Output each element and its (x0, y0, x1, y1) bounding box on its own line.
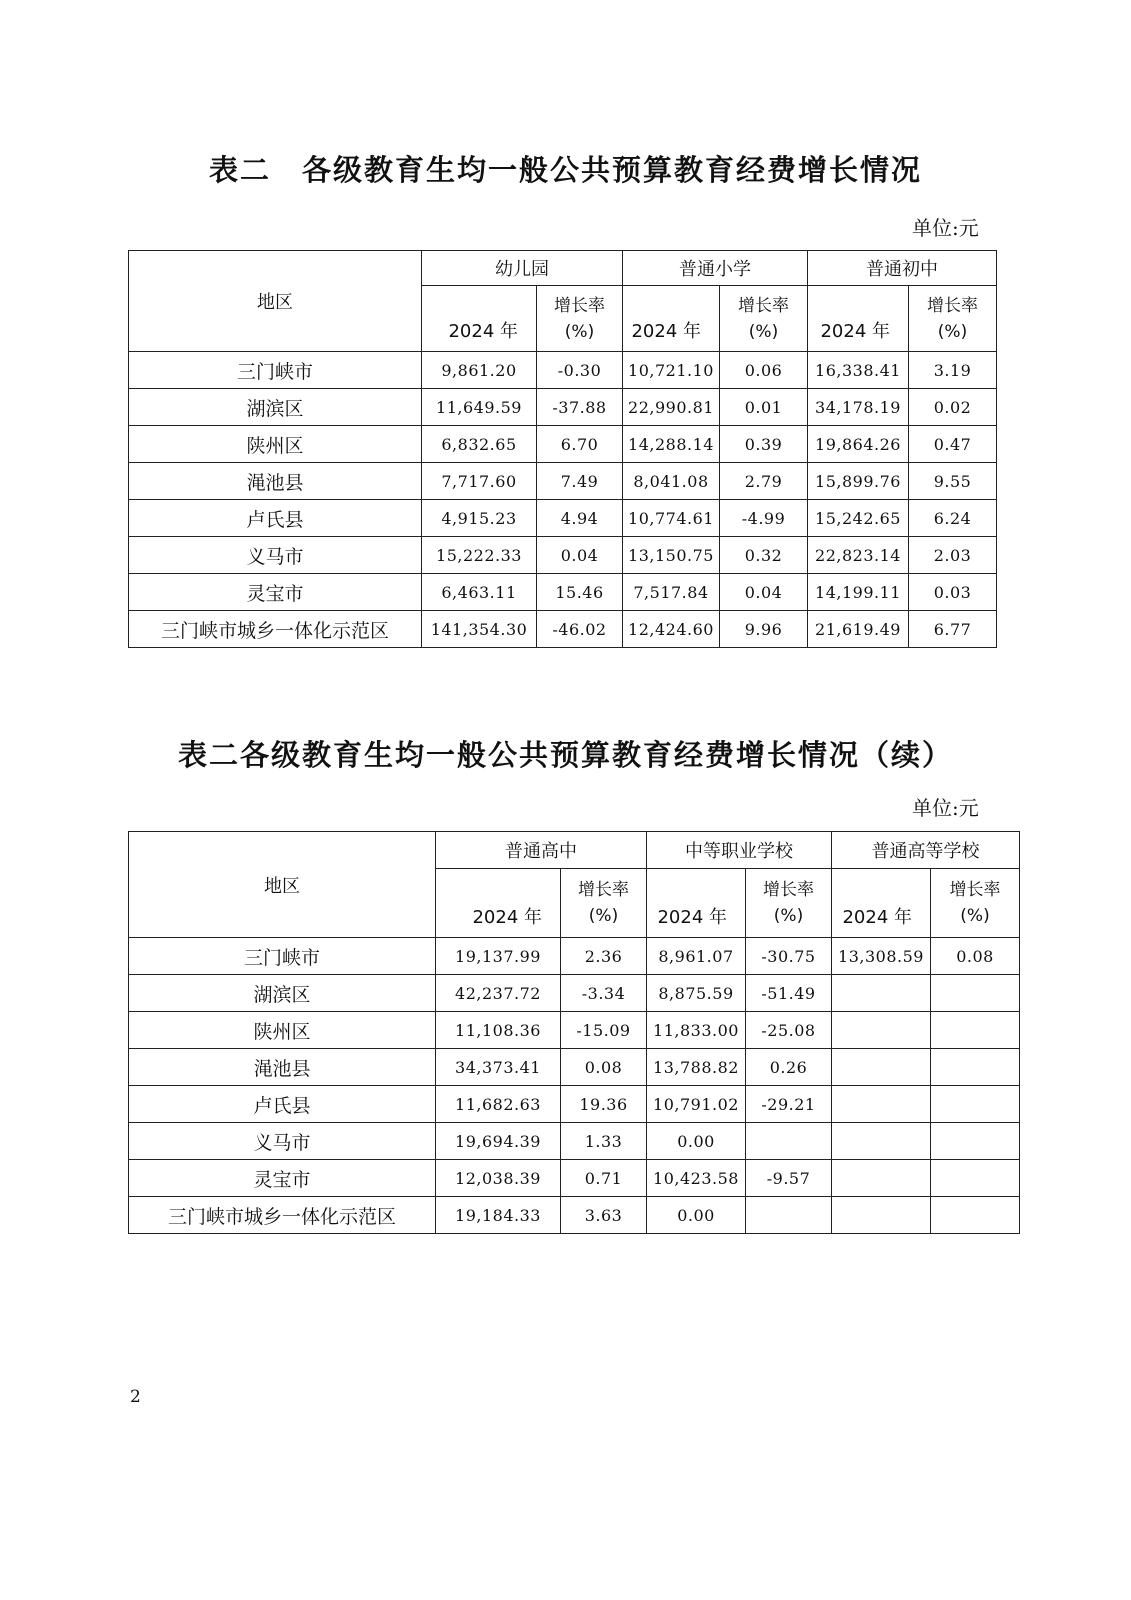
table1-title: 表二 各级教育生均一般公共预算教育经费增长情况 (208, 153, 922, 187)
table-row (129, 352, 997, 389)
rate-cell: -29.21 (746, 1086, 832, 1123)
value-cell (832, 1160, 931, 1197)
table-row (129, 938, 1020, 975)
rate-header: 增长率 (%) (909, 286, 997, 352)
value-cell: 34,178.19 (808, 389, 909, 426)
rate-cell (931, 1123, 1020, 1160)
value-cell: 15,242.65 (808, 500, 909, 537)
region-cell: 湖滨区 (129, 975, 436, 1012)
table-row (129, 463, 997, 500)
rate-cell: -51.49 (746, 975, 832, 1012)
value-cell: 15,222.33 (422, 537, 537, 574)
rate-cell: 0.47 (909, 426, 997, 463)
region-cell: 灵宝市 (129, 574, 422, 611)
value-cell: 7,717.60 (422, 463, 537, 500)
value-cell: 13,308.59 (832, 938, 931, 975)
value-cell: 21,619.49 (808, 611, 909, 648)
rate-cell: 3.19 (909, 352, 997, 389)
rate-cell: 6.77 (909, 611, 997, 648)
rate-cell: 0.04 (720, 574, 808, 611)
region-cell: 渑池县 (129, 1049, 436, 1086)
rate-cell: 0.08 (931, 938, 1020, 975)
value-cell: 11,649.59 (422, 389, 537, 426)
rate-cell (931, 1197, 1020, 1234)
rate-cell: 0.32 (720, 537, 808, 574)
region-cell: 三门峡市 (129, 938, 436, 975)
rate-cell (931, 1049, 1020, 1086)
rate-cell: -15.09 (561, 1012, 647, 1049)
region-header: 地区 (129, 832, 436, 938)
group-header-junior: 普通初中 (808, 251, 997, 286)
value-cell: 19,184.33 (436, 1197, 561, 1234)
rate-cell: 4.94 (537, 500, 623, 537)
region-cell: 三门峡市城乡一体化示范区 (129, 1197, 436, 1234)
year-header: 2024 年 (808, 286, 909, 352)
table1 (128, 250, 997, 648)
rate-cell: 9.96 (720, 611, 808, 648)
value-cell: 8,041.08 (623, 463, 720, 500)
page-number: 2 (130, 1387, 141, 1407)
rate-cell: -30.75 (746, 938, 832, 975)
value-cell: 10,791.02 (647, 1086, 746, 1123)
rate-cell: 7.49 (537, 463, 623, 500)
value-cell (832, 1012, 931, 1049)
rate-header: 增长率 (%) (931, 869, 1020, 938)
value-cell: 12,424.60 (623, 611, 720, 648)
value-cell: 22,990.81 (623, 389, 720, 426)
table-row (129, 1123, 1020, 1160)
rate-cell (931, 1086, 1020, 1123)
table2-title: 表二各级教育生均一般公共预算教育经费增长情况（续） (177, 738, 953, 772)
value-cell: 16,338.41 (808, 352, 909, 389)
value-cell: 22,823.14 (808, 537, 909, 574)
rate-cell: 19.36 (561, 1086, 647, 1123)
rate-cell: -4.99 (720, 500, 808, 537)
rate-cell: 0.39 (720, 426, 808, 463)
rate-cell: -46.02 (537, 611, 623, 648)
table-row (129, 1086, 1020, 1123)
region-cell: 三门峡市 (129, 352, 422, 389)
rate-cell: 0.71 (561, 1160, 647, 1197)
rate-cell (931, 1160, 1020, 1197)
rate-cell: 3.63 (561, 1197, 647, 1234)
value-cell (832, 975, 931, 1012)
value-cell: 8,961.07 (647, 938, 746, 975)
table-row (129, 975, 1020, 1012)
region-cell: 灵宝市 (129, 1160, 436, 1197)
year-header: 2024 年 (422, 286, 537, 352)
rate-cell: -0.30 (537, 352, 623, 389)
table-row (129, 1012, 1020, 1049)
value-cell: 34,373.41 (436, 1049, 561, 1086)
rate-cell (931, 975, 1020, 1012)
value-cell: 11,833.00 (647, 1012, 746, 1049)
rate-cell: -25.08 (746, 1012, 832, 1049)
region-cell: 义马市 (129, 537, 422, 574)
table-row (129, 1160, 1020, 1197)
group-header-senior: 普通高中 (436, 832, 647, 869)
table2 (128, 831, 1020, 1234)
rate-cell: 0.01 (720, 389, 808, 426)
region-cell: 卢氏县 (129, 500, 422, 537)
region-cell: 湖滨区 (129, 389, 422, 426)
value-cell: 13,150.75 (623, 537, 720, 574)
rate-cell: 9.55 (909, 463, 997, 500)
value-cell: 42,237.72 (436, 975, 561, 1012)
rate-cell: -3.34 (561, 975, 647, 1012)
table-row (129, 611, 997, 648)
rate-cell: 15.46 (537, 574, 623, 611)
value-cell (832, 1049, 931, 1086)
region-cell: 渑池县 (129, 463, 422, 500)
table-row (129, 574, 997, 611)
group-header-primary: 普通小学 (623, 251, 808, 286)
value-cell: 0.00 (647, 1197, 746, 1234)
value-cell: 8,875.59 (647, 975, 746, 1012)
rate-cell (931, 1012, 1020, 1049)
value-cell: 11,682.63 (436, 1086, 561, 1123)
region-cell: 三门峡市城乡一体化示范区 (129, 611, 422, 648)
value-cell: 6,463.11 (422, 574, 537, 611)
rate-cell: -37.88 (537, 389, 623, 426)
value-cell: 10,721.10 (623, 352, 720, 389)
rate-cell: 0.02 (909, 389, 997, 426)
region-cell: 陕州区 (129, 426, 422, 463)
value-cell: 141,354.30 (422, 611, 537, 648)
rate-cell: 0.06 (720, 352, 808, 389)
table-row (129, 426, 997, 463)
group-header-vocational: 中等职业学校 (647, 832, 832, 869)
rate-cell: 2.36 (561, 938, 647, 975)
region-cell: 卢氏县 (129, 1086, 436, 1123)
value-cell (832, 1123, 931, 1160)
value-cell: 6,832.65 (422, 426, 537, 463)
region-cell: 义马市 (129, 1123, 436, 1160)
rate-header: 增长率 (%) (561, 869, 647, 938)
value-cell: 4,915.23 (422, 500, 537, 537)
value-cell: 0.00 (647, 1123, 746, 1160)
table-row (129, 1197, 1020, 1234)
year-header: 2024 年 (623, 286, 720, 352)
region-header: 地区 (129, 251, 422, 352)
value-cell: 10,774.61 (623, 500, 720, 537)
value-cell: 12,038.39 (436, 1160, 561, 1197)
rate-cell (746, 1123, 832, 1160)
value-cell (832, 1086, 931, 1123)
value-cell: 14,199.11 (808, 574, 909, 611)
region-cell: 陕州区 (129, 1012, 436, 1049)
rate-header: 增长率 (%) (746, 869, 832, 938)
rate-cell: 0.04 (537, 537, 623, 574)
value-cell: 7,517.84 (623, 574, 720, 611)
value-cell: 14,288.14 (623, 426, 720, 463)
group-header-higher: 普通高等学校 (832, 832, 1020, 869)
value-cell: 9,861.20 (422, 352, 537, 389)
rate-cell: 6.24 (909, 500, 997, 537)
value-cell: 11,108.36 (436, 1012, 561, 1049)
table-row (129, 500, 997, 537)
rate-cell: 1.33 (561, 1123, 647, 1160)
rate-cell: 2.03 (909, 537, 997, 574)
rate-header: 增长率 (%) (537, 286, 623, 352)
year-header: 2024 年 (832, 869, 931, 938)
rate-cell: 0.08 (561, 1049, 647, 1086)
rate-header: 增长率 (%) (720, 286, 808, 352)
value-cell (832, 1197, 931, 1234)
value-cell: 10,423.58 (647, 1160, 746, 1197)
rate-cell: -9.57 (746, 1160, 832, 1197)
value-cell: 13,788.82 (647, 1049, 746, 1086)
table1-unit: 单位:元 (912, 216, 979, 240)
rate-cell (746, 1197, 832, 1234)
table-row (129, 1049, 1020, 1086)
table-row (129, 389, 997, 426)
table-row (129, 537, 997, 574)
rate-cell: 0.26 (746, 1049, 832, 1086)
year-header: 2024 年 (647, 869, 746, 938)
rate-cell: 2.79 (720, 463, 808, 500)
value-cell: 19,137.99 (436, 938, 561, 975)
value-cell: 19,864.26 (808, 426, 909, 463)
value-cell: 19,694.39 (436, 1123, 561, 1160)
table2-unit: 单位:元 (912, 796, 979, 820)
year-header: 2024 年 (436, 869, 561, 938)
group-header-kindergarten: 幼儿园 (422, 251, 623, 286)
rate-cell: 0.03 (909, 574, 997, 611)
value-cell: 15,899.76 (808, 463, 909, 500)
rate-cell: 6.70 (537, 426, 623, 463)
